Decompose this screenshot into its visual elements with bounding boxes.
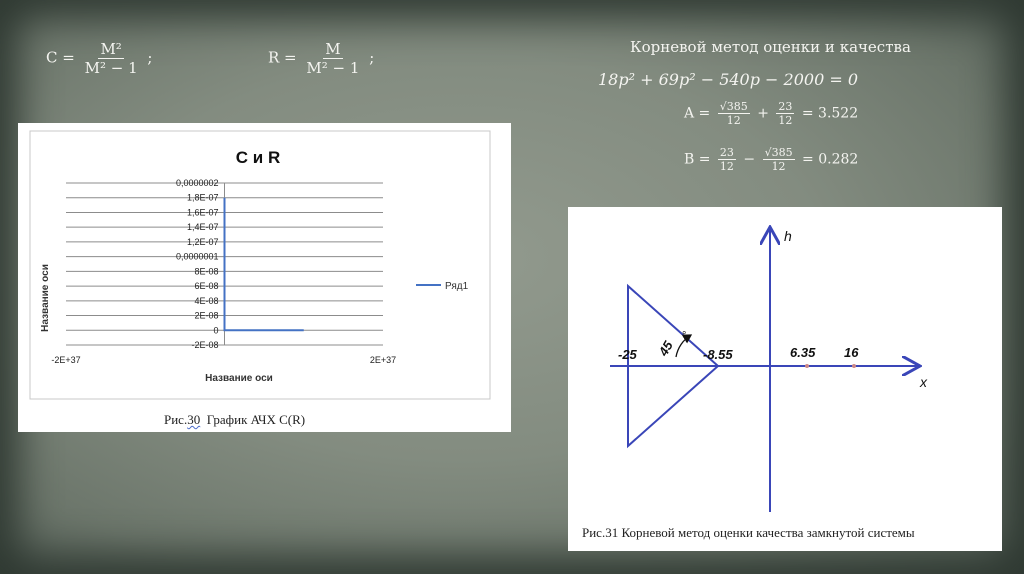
formula-r-tail: ;	[369, 48, 375, 67]
point-marker-16	[852, 364, 856, 368]
formula-b-term2-num: √385	[764, 146, 793, 159]
formula-b-term1-den: 12	[719, 160, 734, 173]
formula-a-operator: +	[757, 105, 769, 122]
slide-heading: Корневой метод оценки и качества	[630, 38, 911, 56]
x-tick-label: -2E+37	[51, 355, 81, 365]
y-tick-label: 1,6E-07	[186, 207, 219, 218]
formula-a-term1-den: 12	[726, 114, 741, 127]
formula-a-result: = 3.522	[801, 105, 859, 122]
x-tick-label: 2E+37	[369, 355, 397, 365]
root-locus-panel	[568, 207, 1002, 551]
legend-label: Ряд1	[445, 281, 469, 292]
y-tick-label: 2E-08	[194, 310, 219, 321]
formula-b-operator: −	[743, 151, 756, 168]
y-tick-label: -2E-08	[191, 340, 219, 350]
chart-caption-text: График АЧХ С(R)	[200, 412, 306, 427]
formula-r-lhs: R =	[268, 48, 297, 67]
chart-svg	[18, 123, 511, 432]
chart-y-axis-label: Название оси	[40, 264, 51, 332]
angle-label: 45	[655, 338, 676, 359]
formula-a-term2-den: 12	[778, 114, 793, 127]
formula-r-numerator: M	[325, 40, 341, 58]
formula-c-denominator: M² − 1	[84, 59, 138, 77]
y-tick-label: 0,0000002	[175, 178, 219, 188]
y-tick-label: 6E-08	[194, 281, 219, 292]
formula-b	[684, 146, 858, 173]
chart-x-axis-label: Название оси	[205, 373, 273, 384]
point-label-minus-8-55: -8.55	[703, 347, 733, 362]
degree-mark: °	[682, 330, 687, 342]
formula-b-lhs: B =	[684, 151, 711, 168]
y-tick-label: 1,8E-07	[186, 192, 219, 203]
chart-title: С и R	[235, 148, 281, 167]
formula-b-term2-den: 12	[771, 160, 786, 173]
chart-area-border	[30, 131, 490, 399]
y-tick-label: 0	[213, 325, 219, 336]
formula-c-tail: ;	[147, 48, 153, 67]
y-tick-label: 1,4E-07	[186, 222, 219, 233]
axis-x-label: x	[920, 374, 927, 390]
formula-b-term2	[763, 146, 795, 173]
formula-a-term2	[776, 100, 794, 127]
formula-a-term1-num: √385	[719, 100, 748, 113]
y-tick-label: 1,2E-07	[186, 236, 219, 247]
characteristic-equation: 18p² + 69p² − 540p − 2000 = 0	[598, 70, 859, 89]
formula-b-result: = 0.282	[802, 151, 859, 168]
y-tick-label: 0,0000001	[175, 251, 219, 262]
formula-c-fraction	[83, 40, 140, 77]
point-label-16: 16	[844, 345, 859, 360]
formula-a	[684, 100, 858, 127]
chart-panel	[18, 123, 511, 432]
formula-b-term1	[718, 146, 736, 173]
formula-r-denominator: M² − 1	[306, 59, 360, 77]
point-label-minus-25: -25	[618, 347, 637, 362]
formula-r	[268, 40, 374, 77]
formula-a-term1	[718, 100, 750, 127]
formula-b-term1-num: 23	[719, 146, 734, 159]
point-marker-6-35	[805, 364, 809, 368]
chart-caption	[164, 412, 305, 428]
root-locus-svg	[568, 207, 1002, 551]
formula-c	[46, 40, 152, 77]
chart-caption-number: 30	[187, 412, 201, 427]
formula-a-lhs: A =	[684, 105, 711, 122]
root-locus-caption: Рис.31 Корневой метод оценки качества замкнутой системы	[582, 525, 915, 540]
chart-caption-prefix: Рис.	[164, 412, 188, 427]
y-tick-label: 8E-08	[194, 266, 219, 277]
formula-a-term2-num: 23	[778, 100, 793, 113]
point-label-6-35: 6.35	[790, 345, 816, 360]
formula-r-fraction	[304, 40, 361, 77]
axis-h-label: h	[784, 228, 792, 244]
y-tick-label: 4E-08	[194, 295, 219, 306]
formula-c-lhs: C =	[46, 48, 75, 67]
formula-c-numerator: M²	[100, 40, 122, 58]
